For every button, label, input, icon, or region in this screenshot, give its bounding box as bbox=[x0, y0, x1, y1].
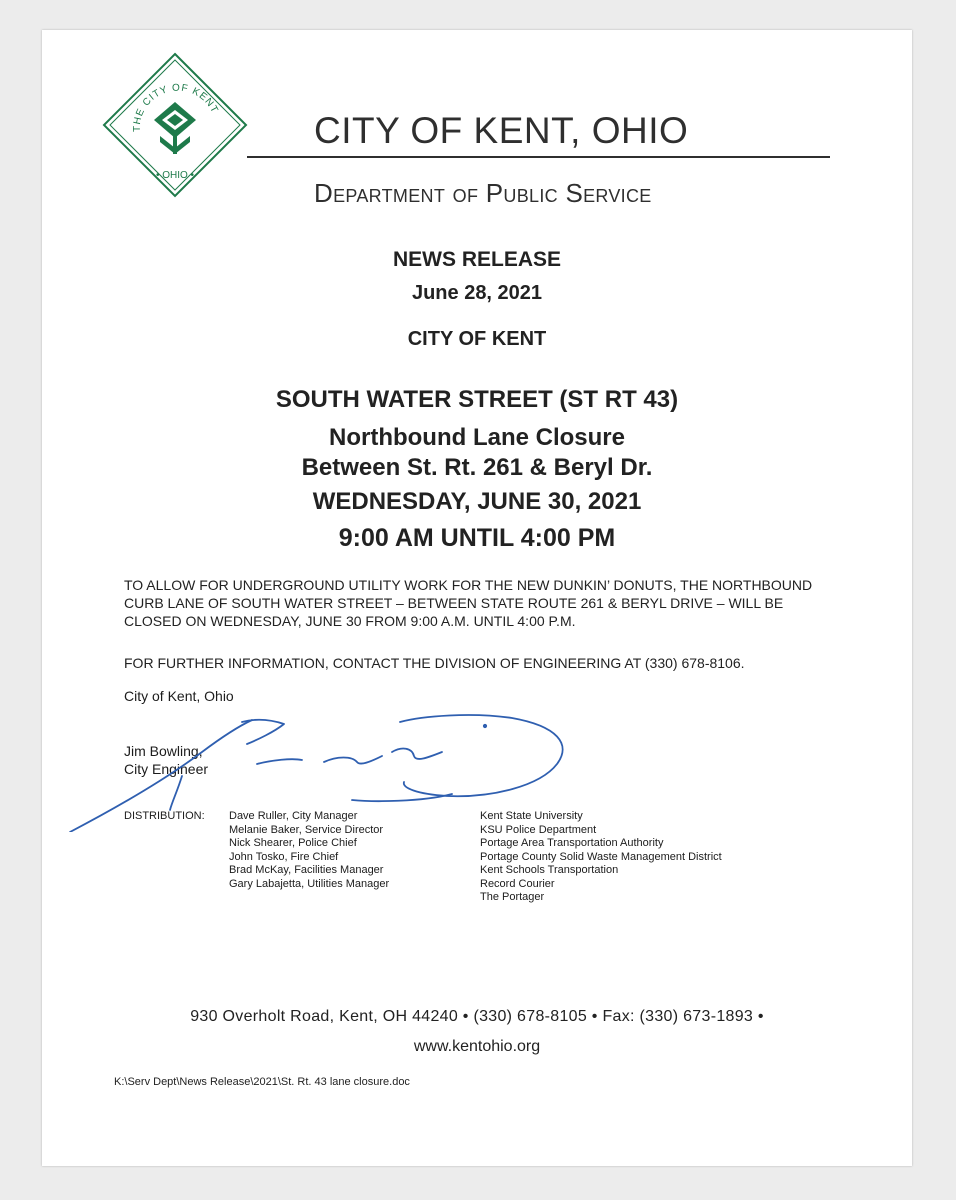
list-item: Record Courier bbox=[480, 877, 555, 890]
list-item: Melanie Baker, Service Director bbox=[229, 823, 384, 836]
list-item: Kent State University bbox=[480, 810, 583, 822]
city-title: CITY OF KENT, OHIO bbox=[314, 110, 689, 151]
list-item: Kent Schools Transportation bbox=[480, 864, 619, 876]
list-item: Nick Shearer, Police Chief bbox=[229, 837, 357, 849]
list-item: Brad McKay, Facilities Manager bbox=[229, 864, 384, 876]
release-heading: NEWS RELEASE bbox=[392, 248, 562, 271]
list-item: John Tosko, Fire Chief bbox=[229, 850, 339, 863]
contact-paragraph: FOR FURTHER INFORMATION, CONTACT THE DIVISION OF ENGINEERING AT (330) 678-8106. bbox=[124, 655, 745, 671]
list-item: Dave Ruller, City Manager bbox=[229, 810, 358, 822]
file-path: K:\Serv Dept\News Release\2021\St. Rt. 43 lane closure.doc bbox=[114, 1076, 410, 1088]
list-item: Portage County Solid Waste Management District bbox=[480, 850, 722, 863]
department-title: Department of Public Service bbox=[314, 178, 652, 208]
footer-website: www.kentohio.org bbox=[413, 1038, 541, 1055]
list-item: The Portager bbox=[480, 891, 545, 903]
footer-address: 930 Overholt Road, Kent, OH 44240 • (330) 678-8105 • Fax: (330) 673-1893 • bbox=[190, 1008, 764, 1025]
headline-street: SOUTH WATER STREET (ST RT 43) bbox=[275, 386, 679, 413]
distribution-list-organizations bbox=[480, 810, 722, 905]
list-item: Gary Labajetta, Utilities Manager bbox=[229, 877, 390, 890]
svg-text:• OHIO •: • OHIO • bbox=[155, 170, 195, 181]
document-page bbox=[42, 30, 912, 1166]
list-item: KSU Police Department bbox=[480, 823, 597, 836]
distribution-label: DISTRIBUTION: bbox=[124, 810, 205, 822]
body-paragraph: TO ALLOW FOR UNDERGROUND UTILITY WORK FOR THE NEW DUNKIN’ DONUTS, THE NORTHBOUND CURB LANE OF SOUTH WATER STREET – BETWEEN STATE ROUTE 261 & BERYL DRIVE – WILL BE CLOSED ON WEDNESDAY, JUNE 30 FROM 9:00 A.M. UNTIL 4:00 P.M. bbox=[124, 577, 813, 629]
signature-city: City of Kent, Ohio bbox=[124, 688, 234, 704]
distribution-list-officials bbox=[229, 810, 389, 891]
headline-time: 9:00 AM UNTIL 4:00 PM bbox=[338, 524, 616, 552]
headline-between: Between St. Rt. 261 & Beryl Dr. bbox=[301, 454, 653, 481]
list-item: Portage Area Transportation Authority bbox=[480, 837, 664, 849]
signer-name: Jim Bowling, bbox=[124, 743, 203, 759]
signer-title: City Engineer bbox=[124, 761, 209, 777]
title-divider bbox=[247, 156, 830, 158]
svg-text:THE CITY OF KENT: THE CITY OF KENT bbox=[131, 82, 221, 133]
headline-date: WEDNESDAY, JUNE 30, 2021 bbox=[312, 488, 642, 515]
release-date: June 28, 2021 bbox=[411, 282, 543, 304]
city-seal-logo bbox=[100, 50, 250, 200]
headline-closure: Northbound Lane Closure bbox=[329, 424, 625, 451]
signature-block bbox=[124, 742, 208, 778]
release-issuer: CITY OF KENT bbox=[407, 328, 547, 350]
